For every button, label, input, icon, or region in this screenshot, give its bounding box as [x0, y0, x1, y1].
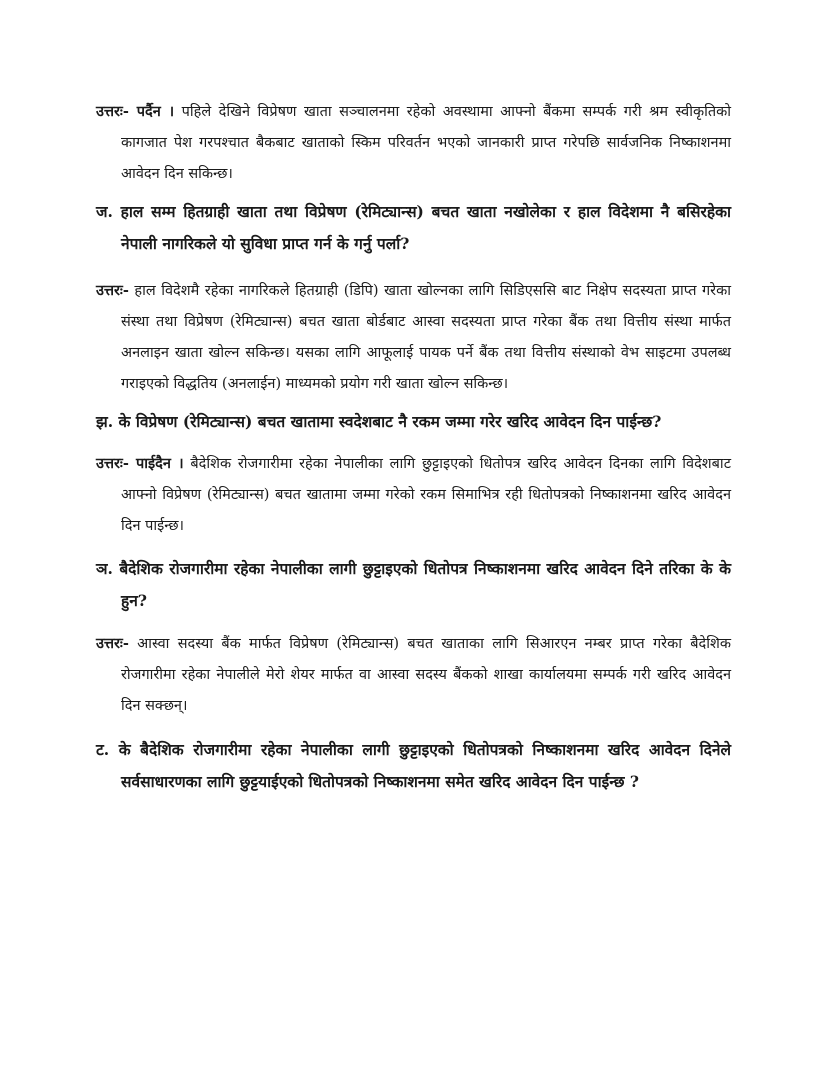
question-text: के बैदेशिक रोजगारीमा रहेका नेपालीका लागी छुट्टाइएको धितोपत्रको निष्काशनमा खरिद आवेदन दिनेले सर्वसाधारणका लागि छुट्टयाईएको धितोपत्रको निष्काशनमा समेत खरिद आवेदन दिन पाईन्छ ? [109, 740, 731, 791]
question-number: ञ. [96, 559, 113, 578]
question-paragraph [96, 196, 731, 260]
answer-label: उत्तरः- [96, 635, 129, 652]
answer-paragraph [96, 275, 731, 400]
answer-paragraph [96, 96, 731, 190]
question-number: ट. [96, 740, 110, 759]
answer-label: उत्तरः- [96, 282, 129, 299]
question-text: बैदेशिक रोजगारीमा रहेका नेपालीका लागी छुट्टाइएको धितोपत्र निष्काशनमा खरिद आवेदन दिने तरिका के के हुन? [112, 559, 731, 610]
question-text: हाल सम्म हितग्राही खाता तथा विप्रेषण (रेमिट्यान्स) बचत खाता नखोलेका र हाल विदेशमा नै बसिरहेका नेपाली नागरिकले यो सुविधा प्राप्त गर्न के गर्नु पर्ला? [112, 202, 731, 253]
answer-paragraph [96, 448, 731, 542]
answer-text: बैदेशिक रोजगारीमा रहेका नेपालीका लागि छुट्टाइएको धितोपत्र खरिद आवेदन दिनका लागि विदेशबाट आफ्नो विप्रेषण (रेमिट्यान्स) बचत खातामा जम्मा गरेको रकम सिमाभित्र रही धितोपत्रको निष्काशनमा खरिद आवेदन दिन पाईन्छ। [121, 456, 731, 534]
answer-text: पहिले देखिने विप्रेषण खाता सञ्चालनमा रहेको अवस्थामा आफ्नो बैंकमा सम्पर्क गरी श्रम स्वीकृतिको कागजात पेश गरपश्चात बैकबाट खाताको स्किम परिवर्तन भएको जानकारी प्राप्त गरेपछि सार्वजनिक निष्काशनमा आवेदन दिन सकिन्छ। [121, 104, 731, 182]
question-paragraph [96, 734, 731, 798]
answer-text: आस्वा सदस्या बैंक मार्फत विप्रेषण (रेमिट्यान्स) बचत खाताका लागि सिआरएन नम्बर प्राप्त गरेका बैदेशिक रोजगारीमा रहेका नेपालीले मेरो शेयर मार्फत वा आस्वा सदस्य बैंकको शाखा कार्यालयमा सम्पर्क गरी खरिद आवेदन दिन सक्छन्। [121, 636, 731, 714]
question-paragraph [96, 553, 731, 617]
answer-label: उत्तरः- पर्दैन । [96, 103, 175, 120]
question-number: ज. [96, 202, 113, 221]
answer-paragraph [96, 628, 731, 722]
question-number: झ. [96, 412, 114, 431]
answer-text: हाल विदेशमै रहेका नागरिकले हितग्राही (डिपि) खाता खोल्नका लागि सिडिएससि बाट निक्षेप सदस्यता प्राप्त गरेका संस्था तथा विप्रेषण (रेमिट्यान्स) बचत खाता बोर्डबाट आस्वा सदस्यता प्राप्त गरेका बैंक तथा वित्तीय संस्था मार्फत अनलाइन खाता खोल्न सकिन्छ। यसका लागि आफूलाई पायक पर्ने बैंक तथा वित्तीय संस्थाको वेभ साइटमा उपलब्ध गराइएको विद्धतिय (अनलाईन) माध्यमको प्रयोग गरी खाता खोल्न सकिन्छ। [121, 283, 731, 392]
question-text: के विप्रेषण (रेमिट्यान्स) बचत खातामा स्वदेशबाट नै रकम जम्मा गरेर खरिद आवेदन दिन पाईन्छ? [113, 412, 662, 431]
question-paragraph [96, 406, 731, 438]
answer-label: उत्तरः- पाईदैन । [96, 455, 184, 472]
